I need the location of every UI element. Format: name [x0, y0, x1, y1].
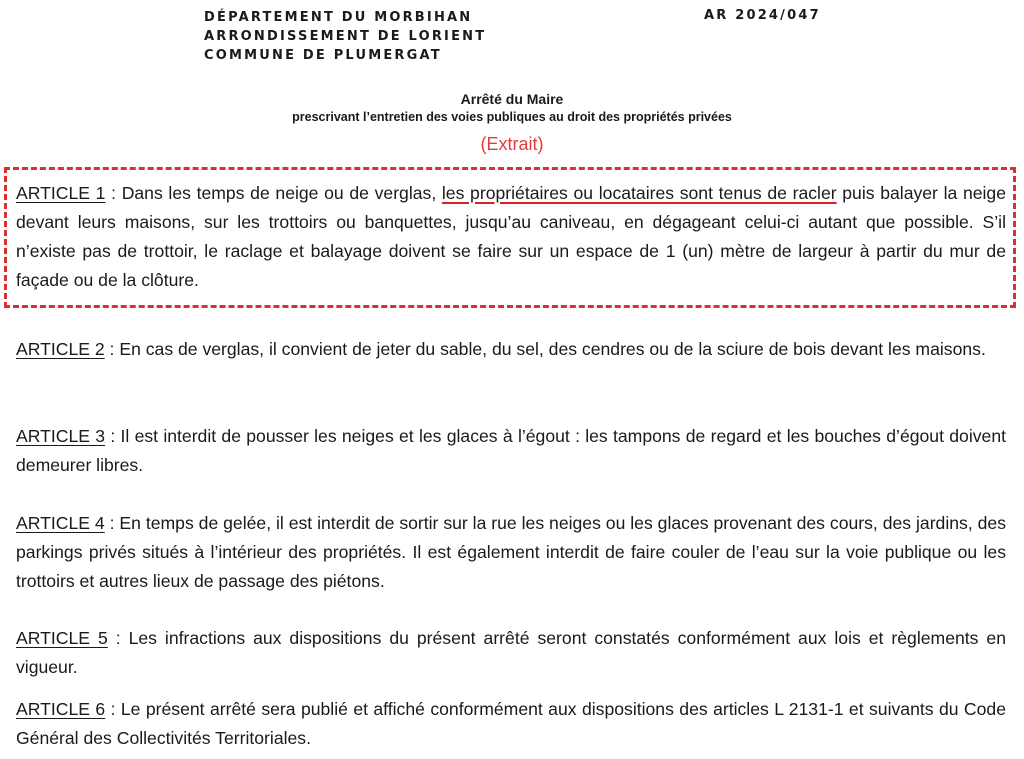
article-3	[16, 422, 1006, 480]
article-separator: :	[104, 513, 120, 533]
article-label: ARTICLE 2	[16, 339, 105, 359]
commune-line: COMMUNE DE PLUMERGAT	[204, 48, 442, 63]
article-separator: :	[105, 699, 121, 719]
article-5	[16, 624, 1006, 682]
article-separator: :	[104, 339, 120, 359]
article-label: ARTICLE 5	[16, 628, 108, 648]
document-title: Arrêté du Maire	[460, 91, 564, 107]
article-label: ARTICLE 3	[16, 426, 106, 446]
article-separator: :	[105, 426, 121, 446]
article-label: ARTICLE 4	[16, 513, 105, 533]
article-label: ARTICLE 6	[16, 699, 106, 719]
extract-label: (Extrait)	[480, 134, 544, 154]
article-2	[16, 335, 1006, 364]
article-text: Le présent arrêté sera publié et affiché conformément aux dispositions des articles L 2131-1 et suivants du Code Général des Collectivités Territoriales.	[16, 699, 1006, 748]
issuer-block	[204, 8, 486, 65]
article-text: Il est interdit de pousser les neiges et les glaces à l’égout : les tampons de regard et les bouches d’égout doivent demeurer libres.	[16, 426, 1006, 475]
article-text: Dans les temps de neige ou de verglas,	[121, 183, 442, 203]
highlighted-phrase: les propriétaires ou locataires sont tenus de racler	[441, 183, 837, 203]
article-1	[16, 179, 1006, 295]
document-subtitle: prescrivant l’entretien des voies publiques au droit des propriétés privées	[292, 110, 732, 124]
article-text-continued: puis balayer la neige devant leurs maisons, sur les trottoirs ou banquettes, jusqu’au caniveau, en dégageant celui-ci autant que possible. S’il n’existe pas de trottoir, le raclage et balayage doivent se faire sur un espace de 1 (un) mètre de largeur à partir du mur de façade ou de la clôture.	[16, 183, 1006, 290]
article-4	[16, 509, 1006, 596]
department-line: DÉPARTEMENT DU MORBIHAN	[204, 10, 473, 25]
article-text: Les infractions aux dispositions du présent arrêté seront constatés conformément aux lois et règlements en vigueur.	[16, 628, 1006, 677]
article-6	[16, 695, 1006, 753]
reference-number: AR 2024/047	[704, 8, 821, 23]
arrondissement-line: ARRONDISSEMENT DE LORIENT	[204, 29, 487, 44]
article-text: En cas de verglas, il convient de jeter du sable, du sel, des cendres ou de la sciure de bois devant les maisons.	[119, 339, 986, 359]
article-separator: :	[105, 183, 122, 203]
article-separator: :	[107, 628, 129, 648]
article-text: En temps de gelée, il est interdit de sortir sur la rue les neiges ou les glaces provenant des cours, des jardins, des parkings privés situés à l’intérieur des propriétés. Il est également interdit de faire couler de l’eau sur la voie publique ou les trottoirs et autres lieux de passage des piétons.	[16, 513, 1006, 591]
article-label: ARTICLE 1	[16, 183, 106, 203]
